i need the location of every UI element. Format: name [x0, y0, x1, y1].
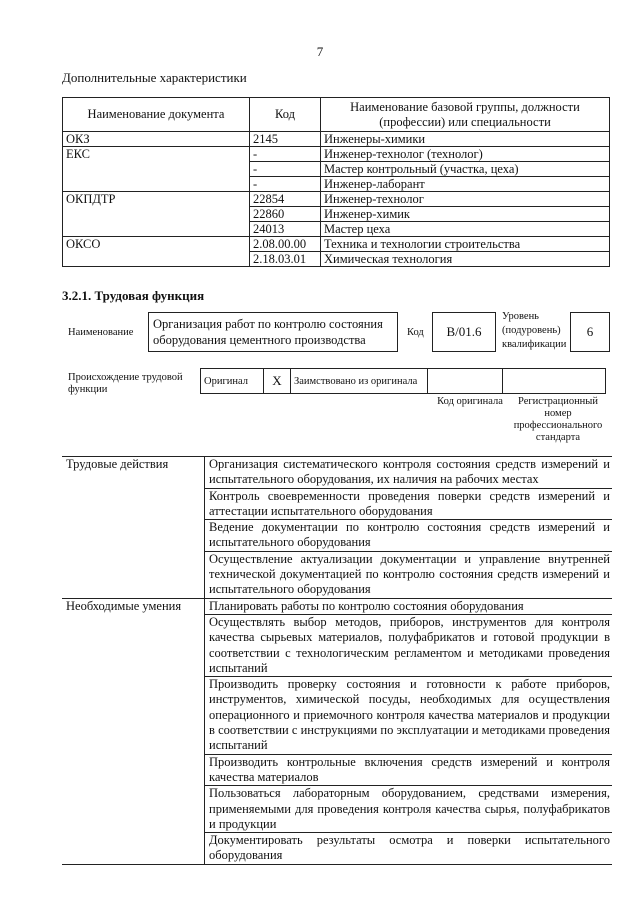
- name-cell: Инженер-лаборант: [321, 177, 610, 192]
- skill-item: Осуществлять выбор методов, приборов, инструментов для контроля качества сырьевых материалов, полуфабрикатов и готовой продукции в соответствии с технологическим регламентом и методиками проведения испытаний: [205, 614, 613, 676]
- code-original-caption: Код оригинала: [437, 396, 503, 407]
- code-cell: 24013: [250, 222, 321, 237]
- skills-label: Необходимые умения: [62, 598, 205, 864]
- doc-cell: ОКСО: [63, 237, 250, 267]
- doc-cell: ЕКС: [63, 147, 250, 192]
- borrowed-cell: Заимствовано из оригинала: [291, 369, 428, 394]
- level-label: Уровень (подуровень) квалификации: [502, 311, 567, 350]
- header-group-name: Наименование базовой группы, должности (профессии) или специальности: [321, 98, 610, 132]
- origin-label: Происхождение трудовой функции: [68, 372, 183, 395]
- header-code: Код: [250, 98, 321, 132]
- name-cell: Инженер-технолог (технолог): [321, 147, 610, 162]
- name-cell: Инженер-технолог: [321, 192, 610, 207]
- header-document: Наименование документа: [63, 98, 250, 132]
- skill-item: Производить проверку состояния и готовности к работе приборов, инструментов, химической посуды, необходимых для осуществления операционного и приемочного контроля качества материалов и продукции в соответствии с инструкциями по эксплуатации и методиками проведения испытаний: [205, 677, 613, 754]
- skill-item: Планировать работы по контролю состояния оборудования: [205, 598, 613, 614]
- action-item: Ведение документации по контролю состояния средств измерений и испытательного оборудования: [205, 520, 613, 552]
- code-cell: -: [250, 162, 321, 177]
- skill-item: Производить контрольные включения средств измерений и контроля качества материалов: [205, 754, 613, 786]
- reg-number-cell: [503, 369, 606, 394]
- skill-item: Пользоваться лабораторным оборудованием, средствами измерения, применяемыми для проведения контроля качества сырья, полуфабрикатов и продукции: [205, 786, 613, 833]
- level-box: 6: [570, 312, 610, 352]
- name-cell: Инженеры-химики: [321, 132, 610, 147]
- code-cell: 2.08.00.00: [250, 237, 321, 252]
- action-item: Осуществление актуализации документации и управление внутренней технической документацией по контролю состояния средств измерений и испытательного оборудования: [205, 551, 613, 598]
- name-cell: Мастер цеха: [321, 222, 610, 237]
- action-item: Организация систематического контроля состояния средств измерений и испытательного оборудования, их наличия на рабочих местах: [205, 457, 613, 489]
- original-code-cell: [428, 369, 503, 394]
- code-cell: -: [250, 177, 321, 192]
- code-cell: 2.18.03.01: [250, 252, 321, 267]
- code-cell: 22854: [250, 192, 321, 207]
- origin-table: [200, 368, 606, 394]
- table-row: [62, 598, 612, 614]
- name-cell: Инженер-химик: [321, 207, 610, 222]
- reg-number-caption: Регистрационный номер профессионального стандарта: [513, 396, 603, 443]
- page-number: 7: [316, 44, 324, 59]
- table-row: [62, 457, 612, 489]
- name-cell: Химическая технология: [321, 252, 610, 267]
- name-cell: Техника и технологии строительства: [321, 237, 610, 252]
- function-name-box: Организация работ по контролю состояния оборудования цементного производства: [148, 312, 398, 352]
- original-cell: Оригинал: [201, 369, 264, 394]
- additional-characteristics-table: [62, 97, 610, 267]
- table-row: [63, 147, 610, 162]
- labor-function-table: [62, 456, 612, 865]
- code-label: Код: [407, 327, 424, 338]
- table-row: [63, 192, 610, 207]
- table-row: [63, 237, 610, 252]
- name-cell: Мастер контрольный (участка, цеха): [321, 162, 610, 177]
- table-row: [63, 132, 610, 147]
- section-title: 3.2.1. Трудовая функция: [62, 288, 205, 303]
- skill-item: Документировать результаты осмотра и поверки испытательного оборудования: [205, 833, 613, 865]
- code-cell: 22860: [250, 207, 321, 222]
- function-code-box: B/01.6: [432, 312, 496, 352]
- original-mark: X: [264, 369, 291, 394]
- doc-cell: ОКЗ: [63, 132, 250, 147]
- action-item: Контроль своевременности проведения поверки средств измерений и аттестации испытательного оборудования: [205, 488, 613, 520]
- additional-characteristics-title: Дополнительные характеристики: [62, 70, 247, 85]
- doc-cell: ОКПДТР: [63, 192, 250, 237]
- code-cell: 2145: [250, 132, 321, 147]
- actions-label: Трудовые действия: [62, 457, 205, 599]
- name-label: Наименование: [68, 327, 134, 338]
- code-cell: -: [250, 147, 321, 162]
